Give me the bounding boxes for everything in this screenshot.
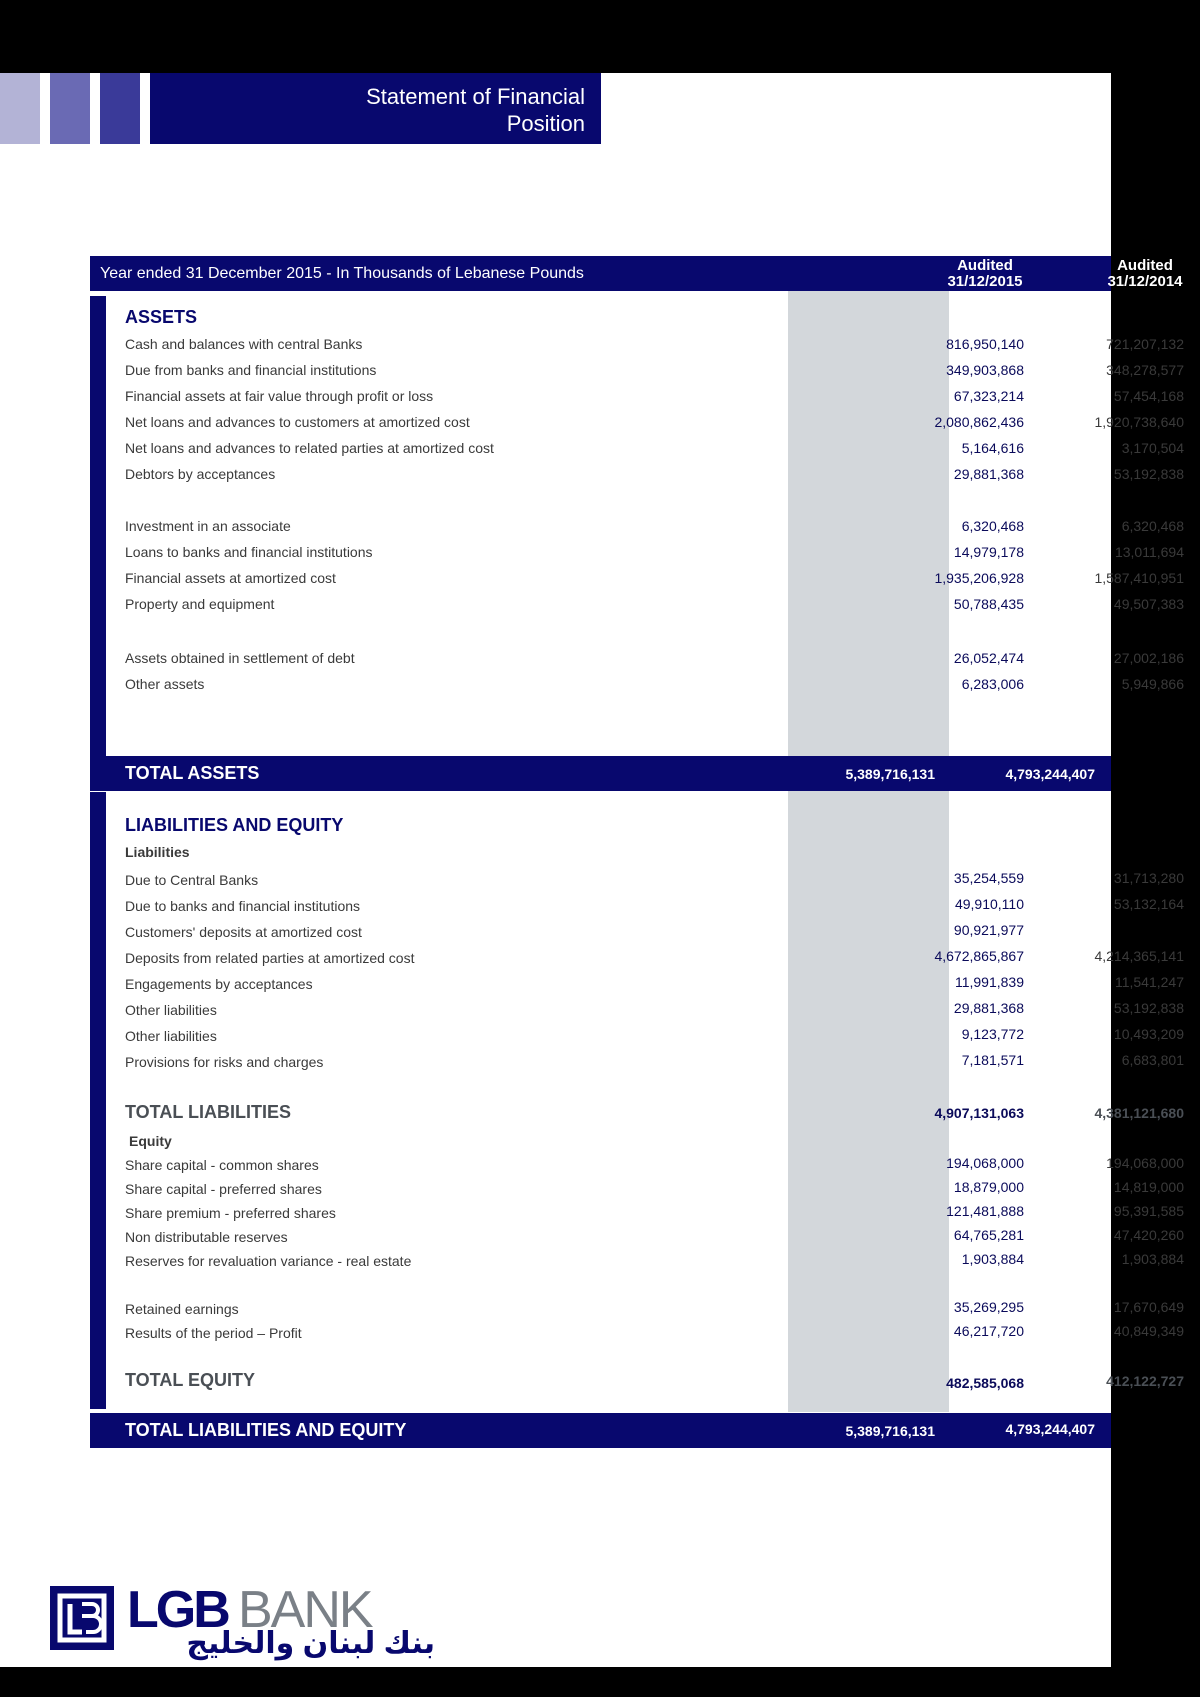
row-label: Due from banks and financial institutions <box>125 362 377 378</box>
row-label: Non distributable reserves <box>125 1229 288 1245</box>
value-2015: 9,123,772 <box>961 1026 1024 1042</box>
value-2014: 40,849,349 <box>1113 1323 1184 1339</box>
section-bar-assets <box>90 296 106 756</box>
logo-arabic-text: بنك لبنان والخليج <box>186 1627 435 1660</box>
value-2015: 121,481,888 <box>946 1203 1024 1219</box>
value-2014: 53,192,838 <box>1113 466 1184 482</box>
column-header-2015 <box>920 258 1050 290</box>
row-label: Debtors by acceptances <box>125 466 276 482</box>
row-label: Loans to banks and financial institutions <box>125 544 373 560</box>
value-2014: 49,507,383 <box>1113 596 1184 612</box>
value-2014: 11,541,247 <box>1114 974 1184 990</box>
table-row <box>125 544 1200 564</box>
value-2015: 49,910,110 <box>954 896 1024 912</box>
table-row <box>125 570 1200 590</box>
liabilities-subheading: Liabilities <box>125 844 190 860</box>
value-2014: 6,683,801 <box>1121 1052 1184 1068</box>
deco-square-2 <box>50 73 90 144</box>
title-line-1: Statement of Financial <box>366 84 585 109</box>
table-header <box>90 256 1183 291</box>
total-equity-row <box>125 1370 1200 1394</box>
value-2014: 6,320,468 <box>1121 518 1184 534</box>
row-label: Results of the period – Profit <box>125 1325 302 1341</box>
value-2014: 1,587,410,951 <box>1094 570 1184 586</box>
deco-square-3 <box>100 73 140 144</box>
value-2014: 1,920,738,640 <box>1094 414 1184 430</box>
row-label: Other liabilities <box>125 1028 217 1044</box>
column-header-2014 <box>1080 258 1200 290</box>
row-label: Other assets <box>125 676 205 692</box>
section-bar-liabilities <box>90 792 106 1409</box>
table-row <box>125 596 1200 616</box>
value-2015: 29,881,368 <box>953 1000 1024 1016</box>
value-2014: 57,454,168 <box>1113 388 1184 404</box>
value-2014: 4,214,365,141 <box>1094 948 1184 964</box>
value-2014: 47,420,260 <box>1113 1227 1184 1243</box>
table-row <box>125 518 1200 538</box>
value-2015: 18,879,000 <box>953 1179 1024 1195</box>
value-2015: 35,269,295 <box>953 1299 1024 1315</box>
value-2015: 46,217,720 <box>953 1323 1024 1339</box>
row-label: Due to banks and financial institutions <box>125 898 361 914</box>
value-2014: 194,068,000 <box>1106 1155 1184 1171</box>
total-equity-label: TOTAL EQUITY <box>125 1370 256 1390</box>
value-2014: 10,493,209 <box>1113 1026 1184 1042</box>
row-label: Financial assets at fair value through profit or loss <box>125 388 434 404</box>
value-2014: 1,903,884 <box>1121 1251 1184 1267</box>
row-label: Assets obtained in settlement of debt <box>125 650 355 666</box>
value-2014: 14,819,000 <box>1113 1179 1184 1195</box>
value-2015: 90,921,977 <box>953 922 1024 938</box>
deco-square-1 <box>0 73 40 144</box>
value-2014: 53,132,164 <box>1113 896 1184 912</box>
row-label: Deposits from related parties at amortized cost <box>125 950 415 966</box>
row-label: Property and equipment <box>125 596 275 612</box>
value-2015: 1,935,206,928 <box>934 570 1024 586</box>
value-2014: 3,170,504 <box>1121 440 1184 456</box>
equity-subheading: Equity <box>129 1133 172 1149</box>
total-liabilities-equity-band <box>90 1413 1111 1448</box>
total-liabilities-equity-2015: 5,389,716,131 <box>845 1423 935 1439</box>
value-2014: 53,192,838 <box>1113 1000 1184 1016</box>
value-2015: 50,788,435 <box>953 596 1024 612</box>
value-2014: 13,011,694 <box>1114 544 1184 560</box>
row-label: Customers' deposits at amortized cost <box>125 924 362 940</box>
total-assets-label: TOTAL ASSETS <box>125 763 260 783</box>
row-label: Provisions for risks and charges <box>125 1054 324 1070</box>
table-row <box>125 1299 1200 1319</box>
row-label: Reserves for revaluation variance - real estate <box>125 1253 412 1269</box>
value-2015: 14,979,178 <box>953 544 1024 560</box>
total-liabilities-row <box>125 1102 1200 1126</box>
table-row <box>125 1000 1200 1020</box>
value-2014: 95,391,585 <box>1113 1203 1184 1219</box>
column-header-2015-line1: Audited <box>957 257 1013 274</box>
table-row <box>125 1203 1200 1223</box>
table-row <box>125 1179 1200 1199</box>
total-liabilities-equity-2014: 4,793,244,407 <box>1005 1421 1095 1437</box>
table-row <box>125 1026 1200 1046</box>
value-2015: 67,323,214 <box>953 388 1024 404</box>
row-label: Engagements by acceptances <box>125 976 313 992</box>
row-label: Share capital - preferred shares <box>125 1181 322 1197</box>
value-2015: 35,254,559 <box>953 870 1024 886</box>
value-2015: 5,164,616 <box>961 440 1024 456</box>
table-row <box>125 650 1200 670</box>
table-row <box>125 1251 1200 1271</box>
column-header-2014-line1: Audited <box>1117 257 1173 274</box>
value-2015: 64,765,281 <box>953 1227 1024 1243</box>
total-assets-band <box>90 756 1111 791</box>
row-label: Share premium - preferred shares <box>125 1205 336 1221</box>
total-liabilities-2014: 4,381,121,680 <box>1094 1105 1184 1121</box>
value-2015: 2,080,862,436 <box>934 414 1024 430</box>
logo-lgb-text: LGB <box>127 1581 228 1639</box>
value-2015: 29,881,368 <box>953 466 1024 482</box>
row-label: Net loans and advances to related parties at amortized cost <box>125 440 494 456</box>
logo-bank-text: BANK <box>238 1581 372 1639</box>
table-row <box>125 1323 1200 1343</box>
value-2014: 5,949,866 <box>1121 676 1184 692</box>
logo-mark-icon <box>50 1586 114 1650</box>
total-liabilities-2015: 4,907,131,063 <box>934 1105 1024 1121</box>
row-label: Other liabilities <box>125 1002 217 1018</box>
table-row <box>125 1155 1200 1175</box>
assets-heading: ASSETS <box>125 307 198 327</box>
row-label: Cash and balances with central Banks <box>125 336 363 352</box>
row-label: Financial assets at amortized cost <box>125 570 336 586</box>
table-row <box>125 948 1200 968</box>
value-2015: 26,052,474 <box>953 650 1024 666</box>
total-equity-2014: 412,122,727 <box>1106 1373 1184 1389</box>
value-2014: 348,278,577 <box>1106 362 1184 378</box>
row-label: Due to Central Banks <box>125 872 259 888</box>
value-2015: 7,181,571 <box>961 1052 1024 1068</box>
value-2015: 1,903,884 <box>961 1251 1024 1267</box>
table-row <box>125 922 1200 942</box>
value-2014: 721,207,132 <box>1106 336 1184 352</box>
row-label: Share capital - common shares <box>125 1157 319 1173</box>
table-row <box>125 440 1200 460</box>
value-2015: 4,672,865,867 <box>934 948 1024 964</box>
value-2015: 6,283,006 <box>961 676 1024 692</box>
value-2015: 194,068,000 <box>946 1155 1024 1171</box>
total-assets-2014: 4,793,244,407 <box>1005 766 1095 782</box>
total-liabilities-equity-label: TOTAL LIABILITIES AND EQUITY <box>125 1420 407 1440</box>
column-header-2015-line2: 31/12/2015 <box>947 273 1023 290</box>
table-row <box>125 414 1200 434</box>
row-label: Net loans and advances to customers at amortized cost <box>125 414 470 430</box>
total-equity-2015: 482,585,068 <box>946 1375 1024 1391</box>
value-2015: 349,903,868 <box>946 362 1024 378</box>
total-liabilities-label: TOTAL LIABILITIES <box>125 1102 291 1122</box>
table-row <box>125 388 1200 408</box>
table-row <box>125 362 1200 382</box>
value-2014: 17,670,649 <box>1113 1299 1184 1315</box>
table-row <box>125 676 1200 696</box>
table-row <box>125 974 1200 994</box>
table-row <box>125 1227 1200 1247</box>
table-row <box>125 336 1200 356</box>
table-row <box>125 466 1200 486</box>
value-2014: 31,713,280 <box>1113 870 1184 886</box>
table-row <box>125 1052 1200 1072</box>
total-assets-2015: 5,389,716,131 <box>845 766 935 782</box>
column-header-2014-line2: 31/12/2014 <box>1107 273 1183 290</box>
title-line-2: Position <box>506 111 585 136</box>
value-2015: 11,991,839 <box>954 974 1024 990</box>
value-2014: 27,002,186 <box>1113 650 1184 666</box>
table-row <box>125 896 1200 916</box>
page-title <box>150 73 601 144</box>
value-2015: 6,320,468 <box>961 518 1024 534</box>
row-label: Retained earnings <box>125 1301 239 1317</box>
liabilities-equity-heading: LIABILITIES AND EQUITY <box>125 815 344 835</box>
table-row <box>125 870 1200 890</box>
row-label: Investment in an associate <box>125 518 291 534</box>
table-caption: Year ended 31 December 2015 - In Thousands of Lebanese Pounds <box>100 265 584 282</box>
value-2015: 816,950,140 <box>946 336 1024 352</box>
